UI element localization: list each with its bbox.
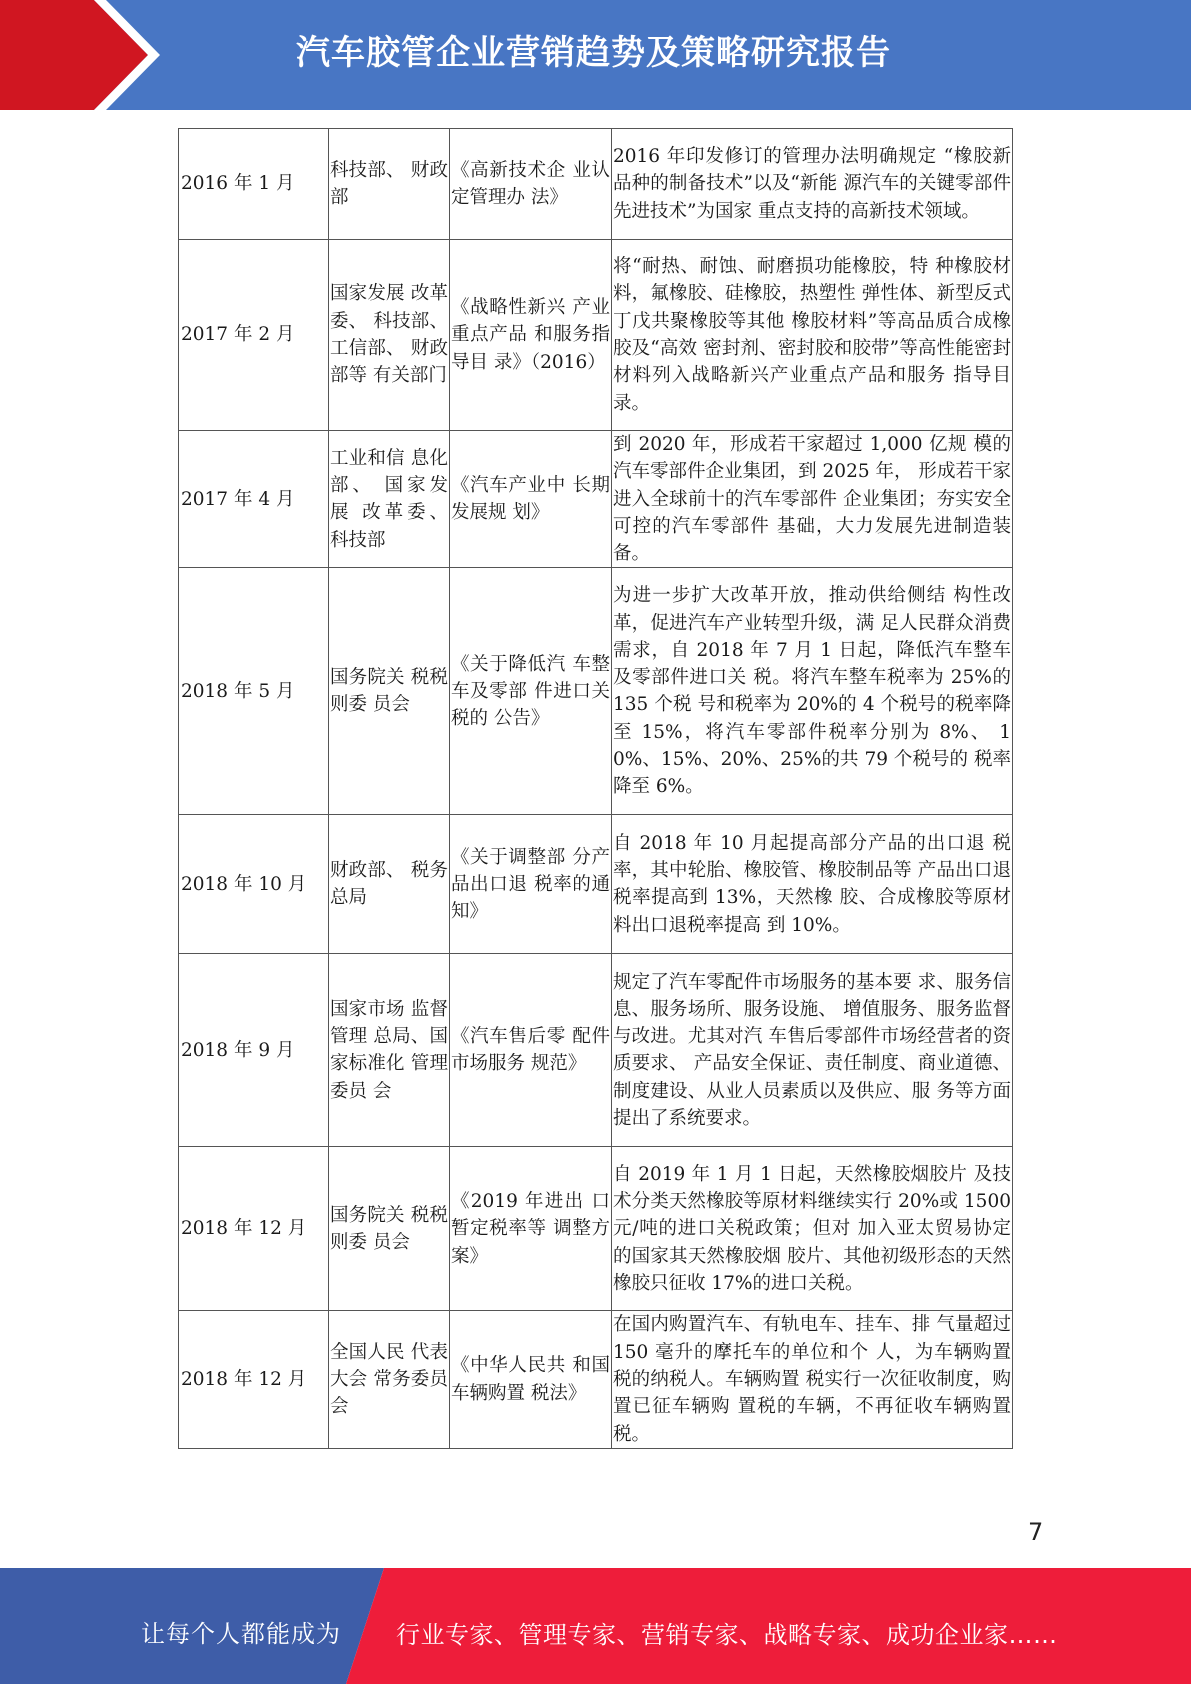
table-row [179, 1147, 1013, 1311]
footer-slogan-right: 行业专家、管理专家、营销专家、战略专家、成功企业家…… [396, 1621, 1058, 1649]
date-cell: 2018 年 10 月 [179, 815, 329, 954]
department-cell: 工业和信 息化部、 国家发 展 改革委、 科技部 [329, 431, 450, 568]
content-cell: 将“耐热、耐蚀、耐磨损功能橡胶，特 种橡胶材料，氟橡胶、硅橡胶，热塑性 弹性体、新型反式丁戊共聚橡胶等其他 橡胶材料”等高品质合成橡胶及“高效 密封剂、密封胶和胶带”等高性能密封 材料列入战略新兴产业重点产品和服务 指导目录。 [612, 240, 1013, 431]
department-cell: 国务院关 税税则委 员会 [329, 568, 450, 815]
document-cell: 《汽车产业中 长期发展规 划》 [450, 431, 612, 568]
department-cell: 国务院关 税税则委 员会 [329, 1147, 450, 1311]
content-cell: 自 2019 年 1 月 1 日起，天然橡胶烟胶片 及技术分类天然橡胶等原材料继续实行 20%或 1500 元/吨的进口关税政策；但对 加入亚太贸易协定的国家其天然橡胶烟 胶片、其他初级形态的天然橡胶只征收 17%的进口关税。 [612, 1147, 1013, 1311]
table-row [179, 815, 1013, 954]
page-number: 7 [1028, 1518, 1044, 1546]
department-cell: 科技部、 财政部 [329, 129, 450, 240]
content-cell: 自 2018 年 10 月起提高部分产品的出口退 税率，其中轮胎、橡胶管、橡胶制品等 产品出口退税率提高到 13%，天然橡 胶、合成橡胶等原材料出口退税率提高 到 10%。 [612, 815, 1013, 954]
report-title: 汽车胶管企业营销趋势及策略研究报告 [296, 33, 891, 73]
table-row [179, 568, 1013, 815]
policy-table [178, 128, 1013, 1449]
content-cell: 规定了汽车零配件市场服务的基本要 求、服务信息、服务场所、服务设施、 增值服务、服务监督与改进。尤其对汽 车售后零部件市场经营者的资质要求、 产品安全保证、责任制度、商业道德、 制度建设、从业人员素质以及供应、服 务等方面提出了系统要求。 [612, 954, 1013, 1147]
document-cell: 《关于调整部 分产品出口退 税率的通知》 [450, 815, 612, 954]
document-cell: 《中华人民共 和国车辆购置 税法》 [450, 1311, 612, 1448]
department-cell: 国家市场 监督管理 总局、国 家标准化 管理委员 会 [329, 954, 450, 1147]
table-row [179, 240, 1013, 431]
table-row [179, 431, 1013, 568]
date-cell: 2016 年 1 月 [179, 129, 329, 240]
date-cell: 2018 年 12 月 [179, 1311, 329, 1448]
department-cell: 国家发展 改革委、 科技部、 工信部、 财政部等 有关部门 [329, 240, 450, 431]
page-header [0, 0, 1191, 110]
date-cell: 2017 年 4 月 [179, 431, 329, 568]
document-cell: 《汽车售后零 配件市场服务 规范》 [450, 954, 612, 1147]
document-cell: 《战略性新兴 产业重点产品 和服务指导目 录》（2016） [450, 240, 612, 431]
content-cell: 2016 年印发修订的管理办法明确规定 “橡胶新品种的制备技术”以及“新能 源汽车的关键零部件先进技术”为国家 重点支持的高新技术领域。 [612, 129, 1013, 240]
document-cell: 《2019 年进出 口暂定税率等 调整方案》 [450, 1147, 612, 1311]
table-row [179, 954, 1013, 1147]
date-cell: 2018 年 12 月 [179, 1147, 329, 1311]
document-cell: 《高新技术企 业认定管理办 法》 [450, 129, 612, 240]
date-cell: 2018 年 5 月 [179, 568, 329, 815]
table-row [179, 1311, 1013, 1448]
content-cell: 为进一步扩大改革开放，推动供给侧结 构性改革，促进汽车产业转型升级，满 足人民群众消费需求，自 2018 年 7 月 1 日起，降低汽车整车及零部件进口关 税。将汽车整车税率为 25%的 135 个税 号和税率为 20%的 4 个税号的税率降至 15%，将汽车零部件税率分别为 8%、 10%、15%、20%、25%的共 79 个税号的 税率降至 6%。 [612, 568, 1013, 815]
page-footer [0, 1568, 1191, 1684]
footer-slogan-left: 让每个人都能成为 [141, 1620, 341, 1648]
department-cell: 全国人民 代表大会 常务委员 会 [329, 1311, 450, 1448]
date-cell: 2018 年 9 月 [179, 954, 329, 1147]
document-cell: 《关于降低汽 车整车及零部 件进口关税的 公告》 [450, 568, 612, 815]
department-cell: 财政部、 税务总局 [329, 815, 450, 954]
content-cell: 到 2020 年，形成若干家超过 1,000 亿规 模的汽车零部件企业集团，到 2025 年， 形成若干家进入全球前十的汽车零部件 企业集团；夯实安全可控的汽车零部件 基础，大力发展先进制造装备。 [612, 431, 1013, 568]
table-row [179, 129, 1013, 240]
date-cell: 2017 年 2 月 [179, 240, 329, 431]
content-cell: 在国内购置汽车、有轨电车、挂车、排 气量超过 150 毫升的摩托车的单位和个 人，为车辆购置税的纳税人。车辆购置 税实行一次征收制度，购置已征车辆购 置税的车辆，不再征收车辆购置税。 [612, 1311, 1013, 1448]
